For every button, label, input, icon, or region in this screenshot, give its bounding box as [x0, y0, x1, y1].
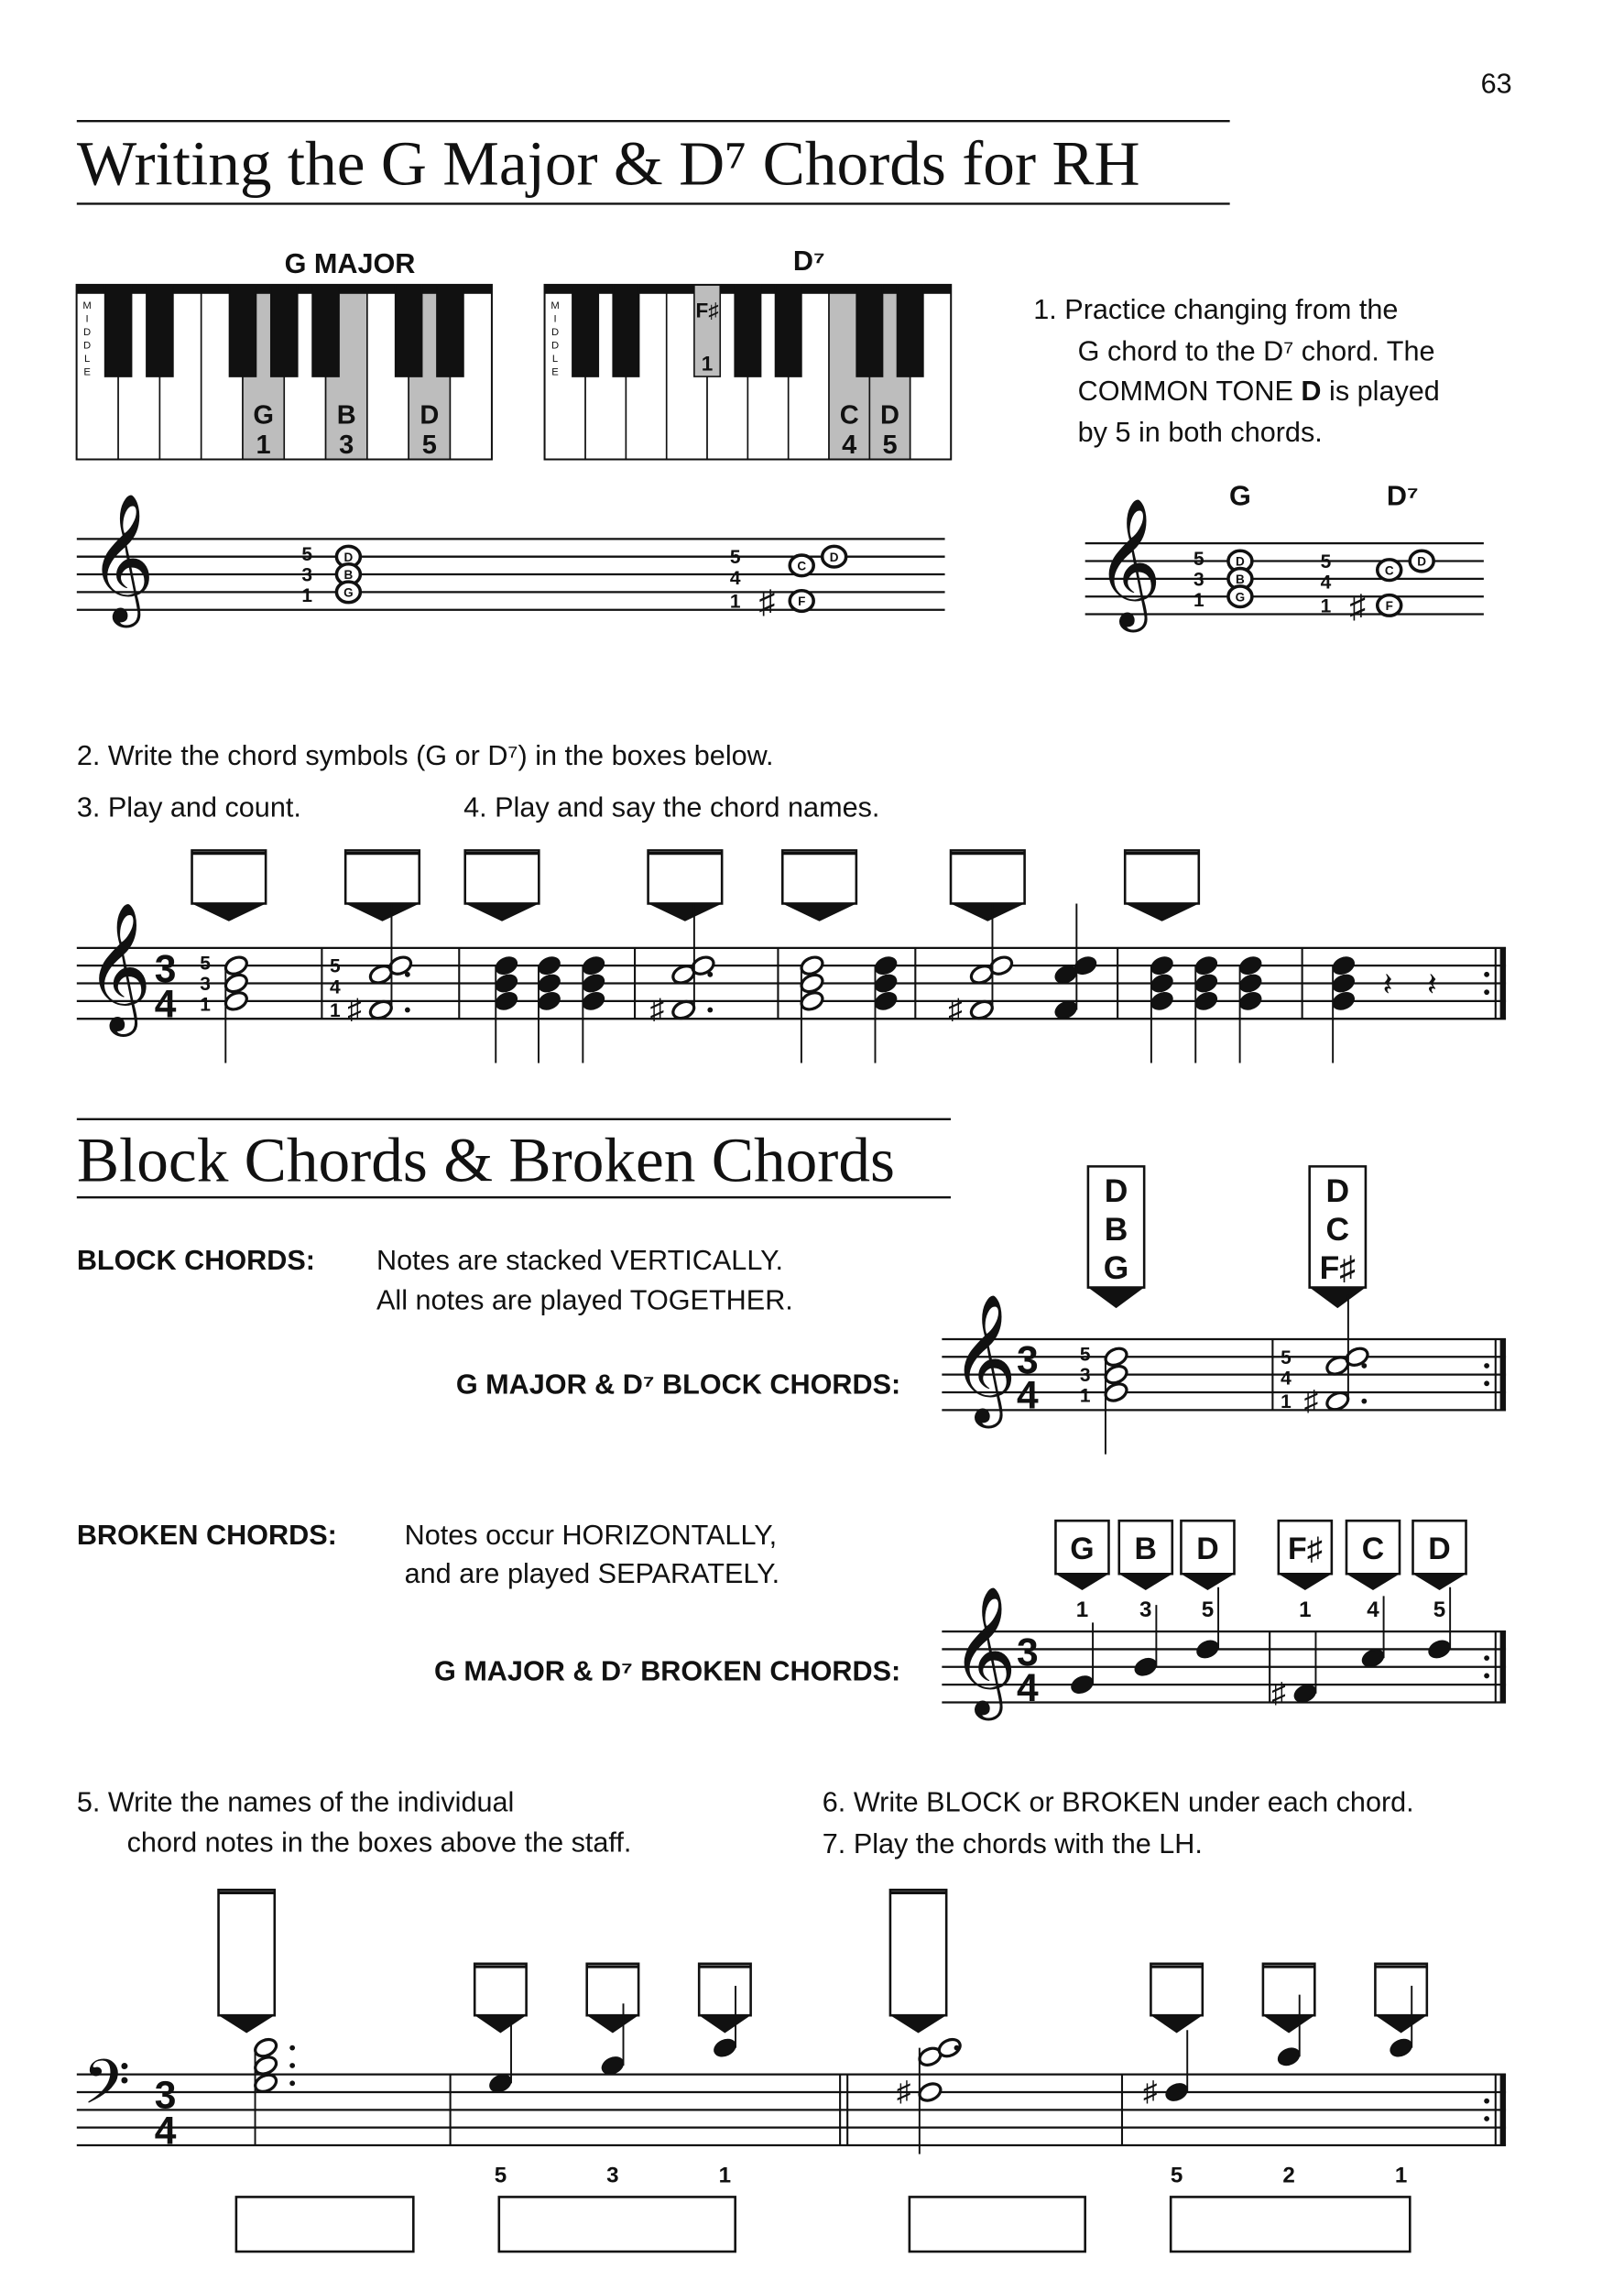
key-finger-label: 3: [339, 430, 354, 460]
note-name: D: [1236, 554, 1245, 569]
key-finger-label: 1: [256, 430, 271, 460]
instruction-5: 5. Write the names of the individual: [76, 1786, 515, 1818]
finger-number: 1: [1394, 2163, 1408, 2188]
finger-number: 3: [1079, 1365, 1091, 1387]
box-pointer-icon: [1150, 2015, 1202, 2033]
note-name: F♯: [1319, 1249, 1357, 1286]
finger-number: 3: [1139, 1597, 1152, 1622]
instruction-5: chord notes in the boxes above the staff.: [126, 1827, 632, 1859]
instruction-3: 3. Play and count.: [76, 791, 301, 823]
staff-exercise-g-d7: [77, 850, 1506, 1063]
quarter-note-head: [1237, 954, 1264, 977]
chord-name-box[interactable]: [649, 850, 723, 903]
half-note-head: [1103, 1363, 1129, 1386]
block-chords-text: Notes are stacked VERTICALLY.: [376, 1245, 784, 1277]
box-pointer-icon: [1181, 1574, 1234, 1590]
box-pointer-icon: [699, 2015, 750, 2033]
final-bar-line: [1500, 948, 1506, 1019]
staff-bass-lh-exercise: [77, 1890, 1506, 2252]
black-key: [312, 285, 339, 376]
augmentation-dot: [289, 2063, 295, 2068]
time-signature-bottom: 4: [154, 2109, 177, 2154]
sharp-icon: ♯: [896, 2075, 911, 2108]
box-pointer-icon: [345, 903, 420, 921]
finger-number: 5: [200, 953, 211, 975]
augmentation-dot: [707, 972, 713, 977]
note-name: C: [1384, 563, 1394, 578]
note-name: C: [797, 559, 807, 573]
box-pointer-icon: [219, 2015, 275, 2033]
black-key: [396, 285, 422, 376]
augmentation-dot: [707, 1008, 713, 1013]
note-name: D: [343, 550, 354, 564]
black-key: [229, 285, 256, 376]
sharp-icon: ♯: [1349, 587, 1366, 625]
augmentation-dot: [954, 2045, 960, 2051]
black-key: [776, 285, 801, 376]
keyboard-d7: [545, 285, 951, 460]
quarter-note-head: [493, 972, 519, 995]
quarter-note-head: [1330, 954, 1357, 977]
quarter-note-head: [1193, 954, 1219, 977]
final-bar-line: [1500, 1631, 1506, 1702]
finger-number: 5: [1433, 1597, 1446, 1622]
middle-c-label: M I D D L E: [550, 300, 560, 378]
instruction-4: 4. Play and say the chord names.: [463, 791, 880, 823]
note-name: C: [1325, 1210, 1350, 1248]
note-name: D: [829, 550, 839, 564]
repeat-dot: [1484, 2099, 1489, 2104]
time-signature-bottom: 4: [1016, 1373, 1039, 1418]
augmentation-dot: [405, 1008, 410, 1013]
black-key: [613, 285, 638, 376]
black-key: [898, 285, 923, 376]
sharp-icon: ♯: [948, 993, 963, 1026]
quarter-note-head: [493, 989, 519, 1012]
augmentation-dot: [1361, 1363, 1367, 1369]
key-finger-label: 5: [421, 430, 437, 460]
instruction-line: G chord to the D⁷ chord. The: [1077, 335, 1435, 367]
small-staff-label-d7: D⁷: [1386, 480, 1419, 512]
key-note-label: D: [420, 400, 440, 431]
finger-number: 3: [301, 564, 313, 586]
block-or-broken-answer-box[interactable]: [499, 2197, 736, 2252]
repeat-dot: [1484, 2116, 1489, 2121]
note-name: F: [1385, 598, 1393, 613]
quarter-note-head: [1193, 989, 1219, 1012]
finger-number: 1: [1079, 1385, 1091, 1407]
final-bar-line: [1500, 2075, 1506, 2145]
repeat-dot: [1484, 1674, 1489, 1679]
note-name: C: [1361, 1532, 1385, 1567]
quarter-note-head: [581, 954, 607, 977]
quarter-note-head: [1149, 954, 1175, 977]
black-key: [105, 285, 132, 376]
note-name: G: [343, 585, 354, 600]
quarter-note-head: [1237, 989, 1264, 1012]
finger-number: 5: [301, 544, 313, 566]
note-name: G: [1103, 1249, 1129, 1286]
key-note-label: G: [253, 400, 274, 431]
quarter-rest-icon: 𝄽: [1382, 965, 1393, 1003]
box-pointer-icon: [649, 903, 723, 921]
finger-number: 5: [729, 547, 741, 569]
chord-name-box[interactable]: [699, 1964, 750, 2015]
black-key: [147, 285, 173, 376]
quarter-note-head: [1132, 1655, 1159, 1678]
chord-name-box[interactable]: [345, 850, 420, 903]
black-key: [735, 285, 760, 376]
key-note-label: D: [880, 400, 899, 431]
staff-broken-chords: [942, 1521, 1506, 1721]
quarter-note-head: [873, 954, 899, 977]
black-key: [437, 285, 463, 376]
note-name: D: [1104, 1172, 1128, 1210]
sharp-icon: ♯: [1271, 1676, 1286, 1709]
finger-number: 4: [729, 567, 741, 589]
staff-block-chords: [942, 1166, 1506, 1454]
chord-name-box[interactable]: [890, 1890, 946, 2015]
small-staff-label-g: G: [1229, 480, 1251, 512]
box-pointer-icon: [782, 903, 856, 921]
half-note-head: [799, 954, 825, 977]
instruction-2: 2. Write the chord symbols (G or D⁷) in the boxes below.: [76, 739, 774, 771]
quarter-note-head: [1426, 1638, 1453, 1661]
quarter-note-head: [873, 972, 899, 995]
note-name: D: [1417, 554, 1427, 569]
half-note-head: [917, 2080, 943, 2103]
augmentation-dot: [289, 2080, 295, 2086]
note-name: D: [1196, 1532, 1219, 1567]
box-pointer-icon: [474, 2015, 526, 2033]
time-signature-bottom: 4: [1016, 1665, 1039, 1710]
half-note-head: [223, 954, 250, 977]
time-signature-top: 3: [1016, 1630, 1039, 1675]
box-pointer-icon: [587, 2015, 638, 2033]
instruction-line: is played: [1329, 375, 1440, 407]
time-signature-top: 3: [1016, 1338, 1039, 1383]
box-pointer-icon: [1279, 1574, 1332, 1590]
box-pointer-icon: [1346, 1574, 1400, 1590]
middle-c-label: M I D D L E: [82, 300, 92, 378]
time-signature-bottom: 4: [154, 982, 177, 1027]
block-or-broken-answer-box[interactable]: [1171, 2197, 1410, 2252]
finger-number: 5: [1079, 1344, 1091, 1366]
finger-number: 1: [1299, 1597, 1312, 1622]
key-note-label: F♯: [695, 299, 719, 322]
note-name: F: [798, 594, 806, 609]
block-or-broken-answer-box[interactable]: [236, 2197, 413, 2252]
finger-number: 5: [1170, 2163, 1183, 2188]
half-note-head: [799, 989, 825, 1012]
broken-chords-text: and are played SEPARATELY.: [404, 1557, 780, 1589]
sharp-icon: ♯: [1142, 2075, 1158, 2108]
chord-name-box[interactable]: [782, 850, 856, 903]
sharp-icon: ♯: [1303, 1384, 1319, 1417]
chord-name-box[interactable]: [219, 1890, 275, 2015]
repeat-dot: [1484, 1380, 1489, 1386]
page-number: 63: [1480, 68, 1512, 100]
box-pointer-icon: [890, 2015, 946, 2033]
common-tone: D: [1301, 375, 1322, 407]
keyboard-label-d7: D⁷: [792, 245, 825, 277]
repeat-dot: [1484, 972, 1489, 977]
instruction-7: 7. Play the chords with the LH.: [822, 1827, 1203, 1859]
block-chords-text: All notes are played TOGETHER.: [376, 1284, 793, 1316]
instruction-6: 6. Write BLOCK or BROKEN under each chord.: [822, 1786, 1414, 1818]
quarter-note-head: [493, 954, 519, 977]
box-pointer-icon: [1125, 903, 1199, 921]
box-pointer-icon: [1310, 1288, 1366, 1309]
instruction-1: [1033, 294, 1440, 448]
half-note-head: [1103, 1380, 1129, 1403]
key-note-label: C: [839, 400, 859, 431]
box-pointer-icon: [1119, 1574, 1172, 1590]
block-chords-label: BLOCK CHORDS:: [76, 1245, 315, 1277]
note-name: B: [343, 568, 354, 583]
block-example-label: G MAJOR & D⁷ BLOCK CHORDS:: [455, 1369, 901, 1401]
note-name: D: [1428, 1532, 1451, 1567]
finger-number: 4: [1367, 1597, 1379, 1622]
box-pointer-icon: [465, 903, 540, 921]
finger-number: 1: [1320, 595, 1332, 617]
chord-name-box[interactable]: [587, 1964, 638, 2015]
finger-number: 5: [1320, 551, 1332, 573]
finger-number: 3: [200, 974, 211, 996]
finger-number: 1: [200, 994, 211, 1016]
staff-chord-positions: [77, 495, 945, 628]
chord-name-box[interactable]: [465, 850, 540, 903]
quarter-note-head: [873, 989, 899, 1012]
treble-clef-icon: 𝄞: [88, 495, 155, 620]
black-key: [572, 285, 598, 376]
finger-number: 1: [729, 591, 741, 613]
black-key: [856, 285, 882, 376]
finger-number: 5: [1201, 1597, 1215, 1622]
broken-example-label: G MAJOR & D⁷ BROKEN CHORDS:: [434, 1655, 901, 1687]
finger-number: 4: [1320, 572, 1332, 594]
note-name: G: [1070, 1532, 1095, 1567]
quarter-rest-icon: 𝄽: [1427, 965, 1437, 1003]
box-pointer-icon: [1263, 2015, 1314, 2033]
quarter-note-head: [1163, 2080, 1190, 2103]
final-bar-line: [1500, 1339, 1506, 1410]
quarter-note-head: [1388, 2036, 1414, 2059]
finger-number: 1: [301, 585, 313, 607]
quarter-note-head: [581, 972, 607, 995]
augmentation-dot: [1361, 1399, 1367, 1404]
finger-number: 4: [330, 976, 341, 998]
instruction-line: 1. Practice changing from the: [1033, 294, 1399, 326]
chord-name-box[interactable]: [951, 850, 1025, 903]
section-title-block-broken: Block Chords & Broken Chords: [76, 1124, 895, 1195]
note-name: G: [1235, 590, 1246, 605]
chord-name-box[interactable]: [1263, 1964, 1314, 2015]
note-name: B: [1236, 572, 1245, 586]
bass-clef-icon: 𝄢: [82, 2048, 131, 2132]
box-pointer-icon: [1088, 1288, 1144, 1309]
finger-number: 3: [1193, 569, 1204, 591]
broken-chords-label: BROKEN CHORDS:: [76, 1519, 337, 1551]
sharp-icon: ♯: [649, 993, 664, 1026]
repeat-dot: [1484, 989, 1489, 995]
quarter-note-head: [1069, 1674, 1095, 1696]
block-or-broken-answer-box[interactable]: [910, 2197, 1085, 2252]
note-name: F♯: [1288, 1532, 1323, 1567]
sharp-icon: ♯: [758, 583, 776, 620]
instruction-line: [1078, 376, 1440, 407]
finger-number: 1: [330, 1000, 341, 1022]
quarter-note-head: [1330, 972, 1357, 995]
keyboard-label-g-major: G MAJOR: [284, 248, 416, 280]
box-pointer-icon: [1413, 1574, 1466, 1590]
finger-number: 1: [1281, 1391, 1292, 1413]
quarter-note-head: [1194, 1638, 1221, 1661]
finger-number: 1: [1193, 589, 1204, 611]
half-note-head: [253, 2036, 279, 2059]
sharp-icon: ♯: [347, 993, 362, 1026]
half-note-head: [223, 972, 250, 995]
box-pointer-icon: [951, 903, 1025, 921]
note-name: B: [1104, 1210, 1128, 1248]
quarter-note-head: [1330, 989, 1357, 1012]
finger-number: 5: [330, 955, 341, 977]
finger-number: 5: [494, 2163, 507, 2188]
half-note-head: [799, 972, 825, 995]
chord-name-box[interactable]: [192, 850, 267, 903]
key-note-label: B: [336, 400, 356, 431]
box-pointer-icon: [1375, 2015, 1426, 2033]
quarter-note-head: [1149, 989, 1175, 1012]
keyboard-g-major: [77, 285, 492, 460]
treble-clef-icon: 𝄞: [951, 1294, 1018, 1420]
finger-number: 4: [1281, 1368, 1292, 1390]
treble-clef-icon: 𝄞: [1095, 499, 1161, 625]
chord-name-box[interactable]: [474, 1964, 526, 2015]
note-name: D: [1325, 1172, 1350, 1210]
half-note-head: [223, 989, 250, 1012]
treble-clef-icon: 𝄞: [85, 903, 152, 1029]
quarter-note-head: [1237, 972, 1264, 995]
chord-name-box[interactable]: [1125, 850, 1199, 903]
augmentation-dot: [405, 972, 410, 977]
quarter-note-head: [1149, 972, 1175, 995]
repeat-dot: [1484, 1363, 1489, 1369]
black-key: [271, 285, 298, 376]
finger-number: 2: [1282, 2163, 1295, 2188]
finger-number: 3: [606, 2163, 619, 2188]
finger-number: 1: [718, 2163, 732, 2188]
quarter-note-head: [536, 954, 562, 977]
key-finger-label: 4: [842, 430, 857, 460]
time-signature-top: 3: [154, 946, 177, 991]
key-finger-label: 5: [882, 430, 898, 460]
broken-chords-text: Notes occur HORIZONTALLY,: [404, 1519, 778, 1551]
repeat-dot: [1484, 1655, 1489, 1661]
key-finger-label: 1: [701, 352, 714, 376]
box-pointer-icon: [192, 903, 267, 921]
quarter-note-head: [712, 2036, 738, 2059]
instruction-line: COMMON TONE: [1077, 375, 1293, 407]
finger-number: 5: [1193, 548, 1204, 570]
chord-name-box[interactable]: [1375, 1964, 1426, 2015]
quarter-note-head: [1276, 2045, 1302, 2068]
treble-clef-icon: 𝄞: [951, 1587, 1018, 1712]
quarter-note-head: [1193, 972, 1219, 995]
staff-common-tone: [1085, 499, 1484, 633]
time-signature-top: 3: [154, 2073, 177, 2118]
quarter-note-head: [536, 972, 562, 995]
instruction-line: by 5 in both chords.: [1077, 416, 1323, 448]
note-name: B: [1134, 1532, 1157, 1567]
augmentation-dot: [289, 2045, 295, 2051]
finger-number: 5: [1281, 1347, 1292, 1369]
chord-name-box[interactable]: [1150, 1964, 1202, 2015]
section-title-writing-chords: Writing the G Major & D⁷ Chords for RH: [76, 127, 1140, 199]
finger-number: 1: [1075, 1597, 1089, 1622]
half-note-head: [1103, 1346, 1129, 1369]
quarter-note-head: [536, 989, 562, 1012]
quarter-note-head: [581, 989, 607, 1012]
box-pointer-icon: [1055, 1574, 1108, 1590]
